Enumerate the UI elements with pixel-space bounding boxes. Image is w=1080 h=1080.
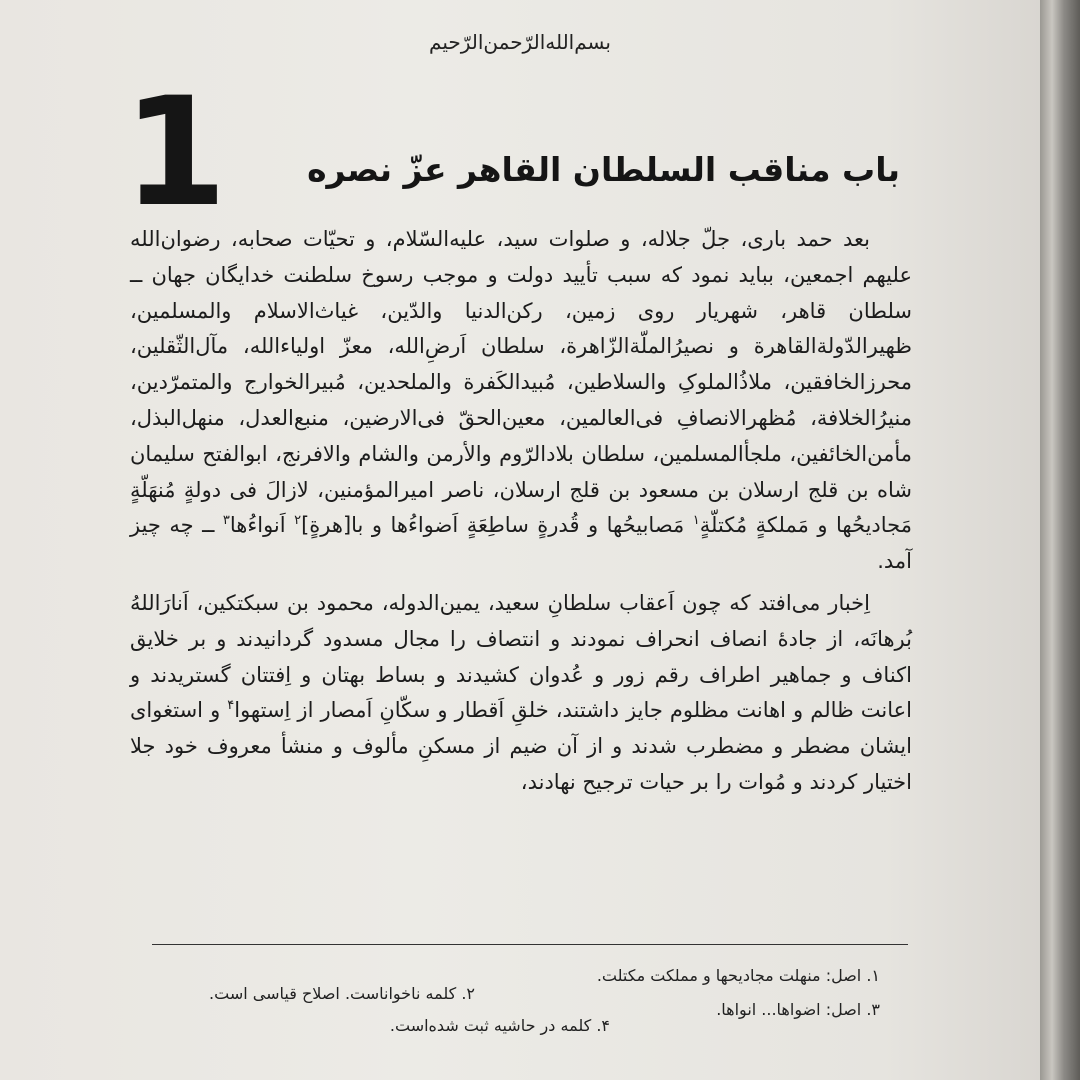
paragraph-1-text: بعد حمد باری، جلّ جلاله، و صلوات سید، علیه‌السّلام، و تحیّات صحابه، رضوان‌الله علیهم اجمعین، بباید نمود که سبب تأیید دولت و موجب رسوخ سلطنت خدایگان جهان ــ سلطان قاهر، شهریار روی زمین، رکن‌الدنیا والدّین، غیاث‌الاسلام والمسلمین، ظهیرالدّولةالقاهرة و نصیرُالملّةالزّاهرة، سلطان اَرضِ‌الله، معزّ اولیاءالله، مآل‌الثّقلین، محرزالخافقین، ملاذُالملوکِ والسلاطین، مُبیدالکَفرة والملحدین، مُبیرالخوارج والمتمرّدین، منیرُالخلافة، مُظهرالانصافِ فی‌العالمین، معین‌الحقّ فی‌الارضین، منبع‌العدل، منهل‌البذل، مأمن‌الخائفین، ملجأالمسلمین، سلطان بلادالرّوم والأرمن والشام والافرنج، ابوالفتح سلیمان شاه بن قلج ارسلان بن مسعود بن قلج ارسلان، ناصر امیرالمؤمنین، لازالَ فی دولةٍ مُنهَلّةٍ مَجادیحُها و مَملکةٍ مُکتلّةٍ: [130, 227, 912, 538]
footnote-ref-2: ۲: [294, 513, 302, 529]
footnote-ref-4: ۴: [227, 698, 235, 714]
footnote-ref-1: ۱: [692, 513, 700, 529]
footnote-1: ۱. اصل: منهلت مجادیحها و مملکت مکتلت.: [596, 966, 880, 985]
footnote-2: ۲. کلمه ناخواناست. اصلاح قیاسی است.: [209, 984, 475, 1003]
chapter-number: 1: [122, 66, 228, 240]
paragraph-1: [130, 222, 912, 580]
footnote-4: ۴. کلمه در حاشیه ثبت شده‌است.: [389, 1016, 610, 1035]
paragraph-2-text: اِخبار می‌افتد که چون اَعقاب سلطانِ سعید، یمین‌الدوله، محمود بن سبکتکین، اَنارَاللهُ بُرهانَه، از جادهٔ انصاف انحراف نمودند و انتصاف را مجال مسدود گردانیدند و بر خلایق اکناف و جماهیر اطراف رقم زور و عُدوان کشیدند و بساط بهتان و اِفتتان گستریدند و اعانت ظالم و اهانت مظلوم جایز داشتند، خلقِ اَقطار و سکّانِ اَمصار از اِستهوا: [130, 590, 913, 723]
paragraph-2-text-b: و استغوای ایشان مضطر و مضطرب شدند و از آن ضیم از مسکنِ مألوف و منشأ معروف خود جلا اختیار کردند و مُوات را بر حیات ترجیح نهادند،: [130, 698, 912, 794]
basmala-header: بسم‌الله‌الرّحمن‌الرّحیم: [429, 30, 611, 54]
paragraph-2: [130, 586, 912, 801]
chapter-title: باب مناقب السلطان القاهر عزّ نصره: [307, 150, 900, 189]
book-spine-edge: [1040, 0, 1080, 1080]
footnote-3: ۳. اصل: اضواها... انواها.: [716, 1000, 880, 1019]
paragraph-1-text-c: اَنواءُها: [229, 513, 295, 538]
body-text: [130, 222, 912, 801]
paragraph-1-text-d: ــ چه چیز آمد.: [130, 513, 912, 574]
footnote-divider: [152, 944, 908, 945]
footnote-ref-3: ۳: [222, 513, 230, 529]
paragraph-1-text-b: مَصابیحُها و قُدرةٍ ساطِعَةٍ اَضواءُها و با[هرةٍ]: [301, 513, 693, 538]
